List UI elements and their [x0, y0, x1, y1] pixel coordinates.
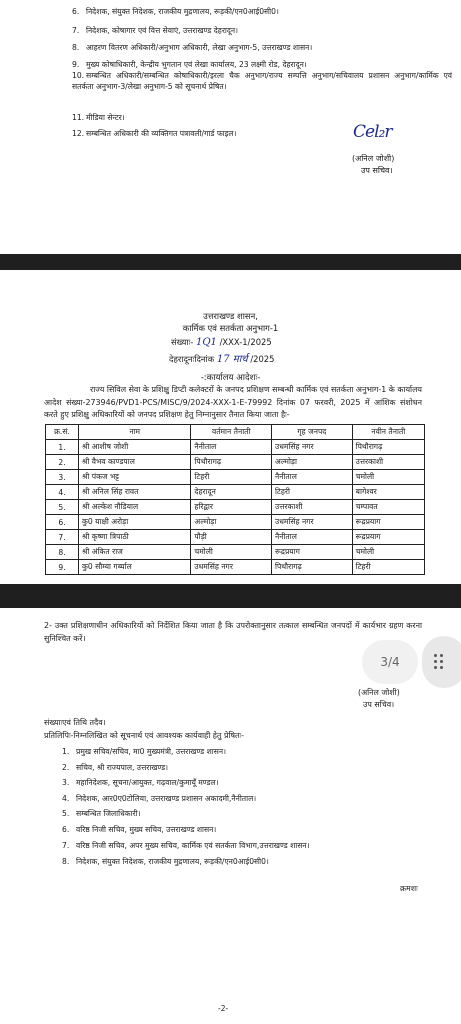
list-item: 2. सचिव, श्री राज्यपाल, उत्तराखण्ड। — [62, 763, 169, 772]
list-item: 8. आहरण वितरण अधिकारी/अनुभाग अधिकारी, लेखा अनुभाग-5, उत्तराखण्ड शासन। — [72, 43, 313, 52]
signatory-name: (अनिल जोशी) — [358, 688, 400, 697]
signature-scrawl: Cel₂r — [353, 122, 392, 142]
column-header: क्र.सं. — [46, 425, 79, 440]
department-header: कार्मिक एवं सतर्कता अनुभाग-1 — [182, 323, 279, 333]
order-title: -:कार्यालय आदेशः- — [200, 373, 261, 383]
order-number: संख्याः- 1Q1 /XXX-1/2025 — [171, 337, 272, 348]
signatory-designation: उप सचिव। — [363, 700, 395, 709]
signatory-designation: उप सचिव। — [361, 166, 393, 175]
list-item: 1. प्रमुख सचिव/सचिव, मा0 मुख्यमंत्री, उत्तराखण्ड शासन। — [62, 747, 226, 756]
list-item: 6. वरिष्ठ निजी सचिव, मुख्य सचिव, उत्तराखण्ड शासन। — [62, 825, 217, 834]
list-item: 7. निदेशक, कोषागार एवं वित्त सेवाएं, उत्तराखण्ड देहरादून। — [72, 26, 239, 35]
table-row: 4. श्री अनिल सिंह रावत देहरादून टिहरी बागेश्वर — [46, 485, 425, 500]
column-header: नवीन तैनाती — [352, 425, 424, 440]
table-row: 6. कु0 याक्षी अरोड़ा अल्मोड़ा उधमसिंह नगर रूद्रप्रयाग — [46, 515, 425, 530]
table-row: 3. श्री पंकज भट्ट टिहरी नैनीताल चमोली — [46, 470, 425, 485]
list-item: 12. सम्बन्धित अधिकारी की व्यक्तिगत पत्रावली/गार्ड फाइल। — [72, 129, 237, 138]
government-header: उत्तराखण्ड शासन, — [203, 311, 258, 321]
posting-table — [45, 424, 425, 575]
list-item: 7. वरिष्ठ निजी सचिव, अपर मुख्य सचिव, कार्मिक एवं सतर्कता विभाग,उत्तराखण्ड शासन। — [62, 841, 310, 850]
list-item: 8. निदेशक, संयुक्त निदेशक, राजकीय मुद्रणालय, रूड़की/एन0आई0सी0। — [62, 857, 269, 866]
reference-line: संख्याःएवं तिथि तदैव। — [44, 718, 106, 727]
table-row: 8. श्री अंकित राज चमोली रूद्रप्रयाग चमोली — [46, 545, 425, 560]
signatory-name: (अनिल जोशी) — [352, 154, 395, 163]
page-separator — [0, 254, 461, 270]
handwritten-number: 1Q1 — [195, 337, 217, 348]
page-indicator: 3/4 — [362, 640, 418, 684]
table-row: 9. कु0 सौम्या गर्ब्याल उधमसिंह नगर पिथौरागढ़ टिहरी — [46, 560, 425, 575]
column-header: गृह जनपद — [272, 425, 353, 440]
list-item: 10. सम्बन्धित अधिकारी/सम्बन्धित कोषाधिकारी/इरला चैक अनुभाग/राज्य सम्पत्ति अनुभाग/सचिवालय प्रशासन अनुभाग/कार्मिक एवं सतर्कता अनुभाग-3/लेखा अनुभाग-5 को सूचनार्थ प्रेषित। — [72, 71, 452, 91]
order-date: देहरादूनःदिनांक 17 मार्च /2025 — [169, 354, 275, 365]
table-header-row — [46, 425, 425, 440]
handwritten-date: 17 मार्च — [216, 354, 248, 365]
page-number: -2- — [218, 1004, 229, 1013]
list-item: 11. मीडिया सेन्टर। — [72, 113, 125, 122]
continued-label: क्रमशः — [400, 884, 418, 893]
table-row: 2. श्री वैभव काण्डपाल पिथौरागढ़ अल्मोड़ा उत्तरकाशी — [46, 455, 425, 470]
list-item: 5. सम्बन्धित जिलाधिकारी। — [62, 809, 141, 818]
table-row: 5. श्री अल्केश नौडियाल हरिद्वार उत्तरकाशी चम्पावत — [46, 500, 425, 515]
table-row: 1. श्री आशीष जोशी नैनीताल उधमसिंह नगर पिथौरागढ़ — [46, 440, 425, 455]
order-paragraph-2: 2- उक्त प्रशिक्षणाधीन अधिकारियों को निर्देशित किया जाता है कि उपरोक्तानुसार तत्काल सम्बन्धित जनपदों में कार्यभार ग्रहण करना सुनिश्चित करें। — [44, 621, 422, 643]
more-vert-icon[interactable] — [422, 636, 461, 688]
table-row: 7. श्री कृष्णा त्रिपाठी पौड़ी नैनीताल रूद्रप्रयाग — [46, 530, 425, 545]
page-separator — [0, 584, 461, 608]
document-page-1 — [0, 0, 461, 254]
order-paragraph-1: राज्य सिविल सेवा के प्रशिक्षु डिप्टी कलेक्टरों के जनपद प्रशिक्षण सम्बन्धी कार्मिक एवं सतर्कता अनुभाग-1 के कार्यालय आदेश संख्या-273946/PVD1-PCS/MISC/9/2024-XXX-1-E-79992 दिनांक 07 फरवरी, 2025 में आंशिक संशोधन करते हुए प्रशिक्षु अधिकारियों को जनपद प्रशिक्षण हेतु निम्नानुसार तैनात किया जाता हैः- — [44, 385, 422, 419]
list-item: 6. निदेशक, संयुक्त निदेशक, राजकीय मुद्रणालय, रूड़की/एन0आई0सी0। — [72, 7, 279, 16]
list-item: 4. निदेशक, आर0ए0टोलिया, उत्तराखण्ड प्रशासन अकादमी,नैनीताल। — [62, 794, 257, 803]
copy-to-line: प्रतिलिपिः-निम्नलिखित को सूचनार्थ एवं आवश्यक कार्यवाही हेतु प्रेषितः- — [44, 731, 244, 740]
list-item: 3. महानिदेशक, सूचना/आयुक्त, गढ़वाल/कुमायूँ मण्डल। — [62, 778, 219, 787]
column-header: वर्तमान तैनाती — [191, 425, 272, 440]
list-item: 9. मुख्य कोषाधिकारी, केन्द्रीय भुगतान एवं लेखा कार्यालय, 23 लक्ष्मी रोड, देहरादून। — [72, 60, 307, 69]
column-header: नाम — [79, 425, 191, 440]
